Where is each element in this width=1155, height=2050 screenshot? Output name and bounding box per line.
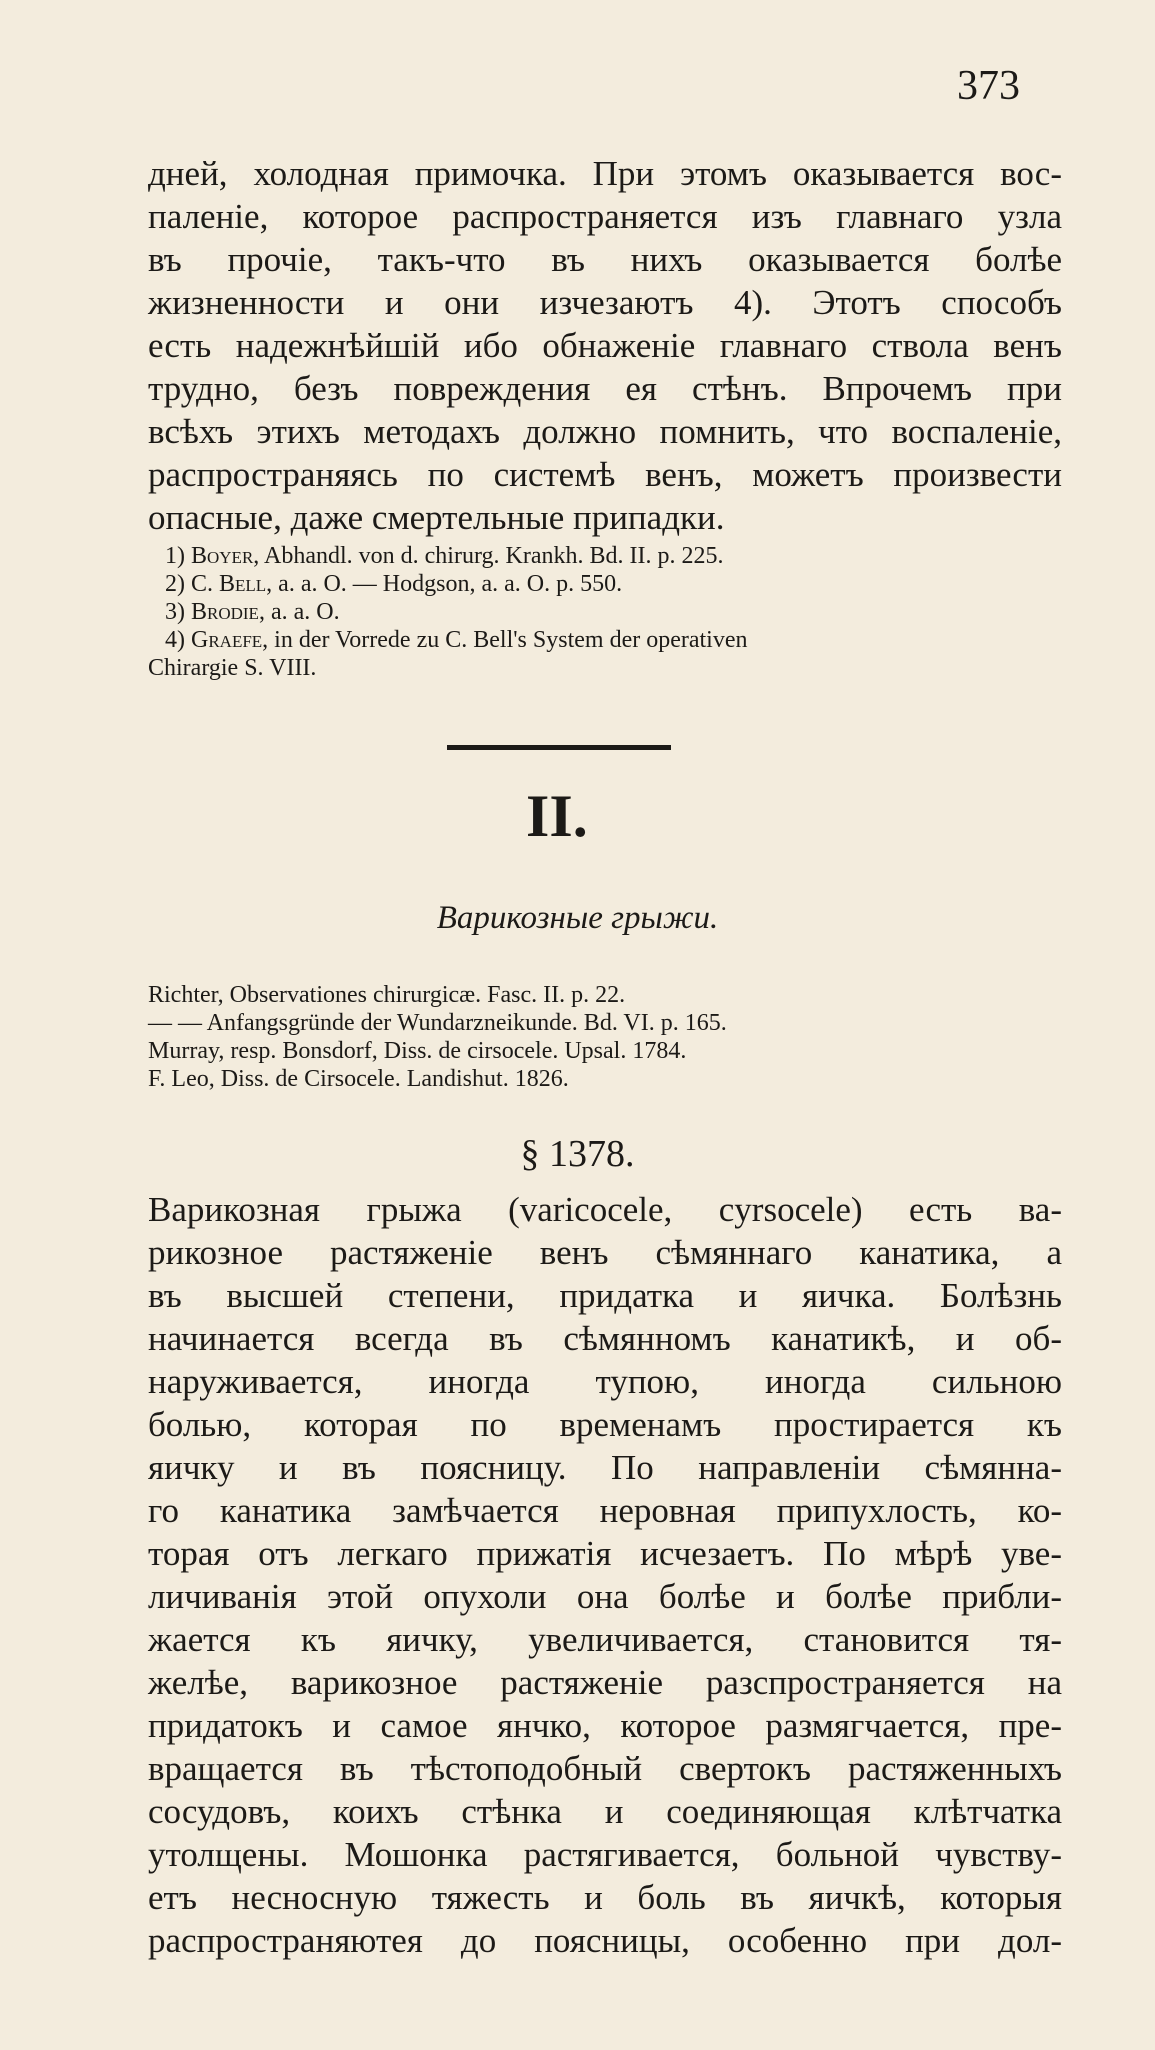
footnote-author: Graefe, (191, 627, 269, 653)
text-line: етъ несносную тяжесть и боль въ яичкѣ, которыя (148, 1878, 1062, 1917)
text-line: утолщены. Мошонка растягивается, больной чувству- (148, 1835, 1062, 1874)
text-line: яичку и въ поясницу. По направленіи сѣмянна- (148, 1448, 1062, 1487)
text-line: го канатика замѣчается неровная припухлость, ко- (148, 1491, 1062, 1530)
footnote-number: 3) (165, 599, 185, 625)
text-line: придатокъ и самое янчко, которое размягчается, пре- (148, 1706, 1062, 1745)
footnote-number: 4) (165, 627, 185, 653)
footnote-author: Boyer, (191, 543, 260, 569)
reference-line: — — Anfangsgründe der Wundarzneikunde. Bd. VI. p. 165. (148, 1010, 727, 1036)
text-line: въ прочіе, такъ-что въ нихъ оказывается болѣе (148, 240, 1062, 279)
footnote (165, 542, 723, 570)
text-line: есть надежнѣйшій ибо обнаженіе главнаго ствола венъ (148, 326, 1062, 365)
text-line: Варикозная грыжа (varicocele, cyrsocele) есть ва- (148, 1190, 1062, 1229)
text-line: въ высшей степени, придатка и яичка. Болѣзнь (148, 1276, 1062, 1315)
text-line: желѣе, варикозное растяженіе разспространяется на (148, 1663, 1062, 1702)
footnote-text: Chirargie S. VIII. (148, 655, 317, 681)
section-divider (447, 745, 671, 750)
section-numeral: II. (526, 783, 588, 849)
text-line: наруживается, иногда тупою, иногда сильною (148, 1362, 1062, 1401)
text-line: паленіе, которое распространяется изъ главнаго узла (148, 197, 1062, 236)
text-line: личиванія этой опухоли она болѣе и болѣе прибли- (148, 1577, 1062, 1616)
text-line: вращается въ тѣстоподобный свертокъ растяженныхъ (148, 1749, 1062, 1788)
footnote (165, 626, 748, 654)
reference-line: F. Leo, Diss. de Cirsocele. Landishut. 1826. (148, 1066, 569, 1092)
footnote-author: C. Bell, (191, 571, 273, 597)
footnote-number: 1) (165, 543, 185, 569)
text-line: распространяютея до поясницы, особенно при дол- (148, 1921, 1062, 1960)
footnote-author: Brodie, (191, 599, 265, 625)
reference-line: Murray, resp. Bonsdorf, Diss. de cirsocele. Upsal. 1784. (148, 1038, 687, 1064)
footnote-text: a. a. O. (270, 599, 340, 625)
footnote (165, 598, 340, 626)
text-line: начинается всегда въ сѣмянномъ канатикѣ, и об- (148, 1319, 1062, 1358)
text-line: болью, которая по временамъ простирается къ (148, 1405, 1062, 1444)
footnote-text: in der Vorrede zu C. Bell's System der operativen (274, 627, 748, 653)
text-line: торая отъ легкаго прижатія исчезаетъ. По мѣрѣ уве- (148, 1534, 1062, 1573)
footnote-number: 2) (165, 571, 185, 597)
text-line: рикозное растяженіе венъ сѣмяннаго канатика, а (148, 1233, 1062, 1272)
footnote-text: Abhandl. von d. chirurg. Krankh. Bd. II. p. 225. (263, 543, 724, 569)
reference-line: Richter, Observationes chirurgicæ. Fasc. II. p. 22. (148, 982, 626, 1008)
text-line: сосудовъ, коихъ стѣнка и соединяющая клѣтчатка (148, 1792, 1062, 1831)
footnote-continuation (148, 654, 316, 682)
footnote-text: a. a. O. — Hodgson, a. a. O. p. 550. (278, 571, 623, 597)
text-line: жизненности и они изчезаютъ 4). Этотъ способъ (148, 283, 1062, 322)
text-line: дней, холодная примочка. При этомъ оказывается вос- (148, 154, 1062, 193)
text-line: распространяясь по системѣ венъ, можетъ произвести (148, 455, 1062, 494)
text-line: всѣхъ этихъ методахъ должно помнить, что воспаленіе, (148, 412, 1062, 451)
text-line: трудно, безъ повреждения ея стѣнъ. Впрочемъ при (148, 369, 1062, 408)
page-number: 373 (957, 63, 1020, 109)
text-line: опасные, даже смертельные припадки. (148, 498, 725, 537)
paragraph-number: § 1378. (520, 1133, 635, 1175)
footnote (165, 570, 622, 598)
section-title: Варикозные грыжи. (436, 900, 719, 936)
text-line: жается къ яичку, увеличивается, становится тя- (148, 1620, 1062, 1659)
